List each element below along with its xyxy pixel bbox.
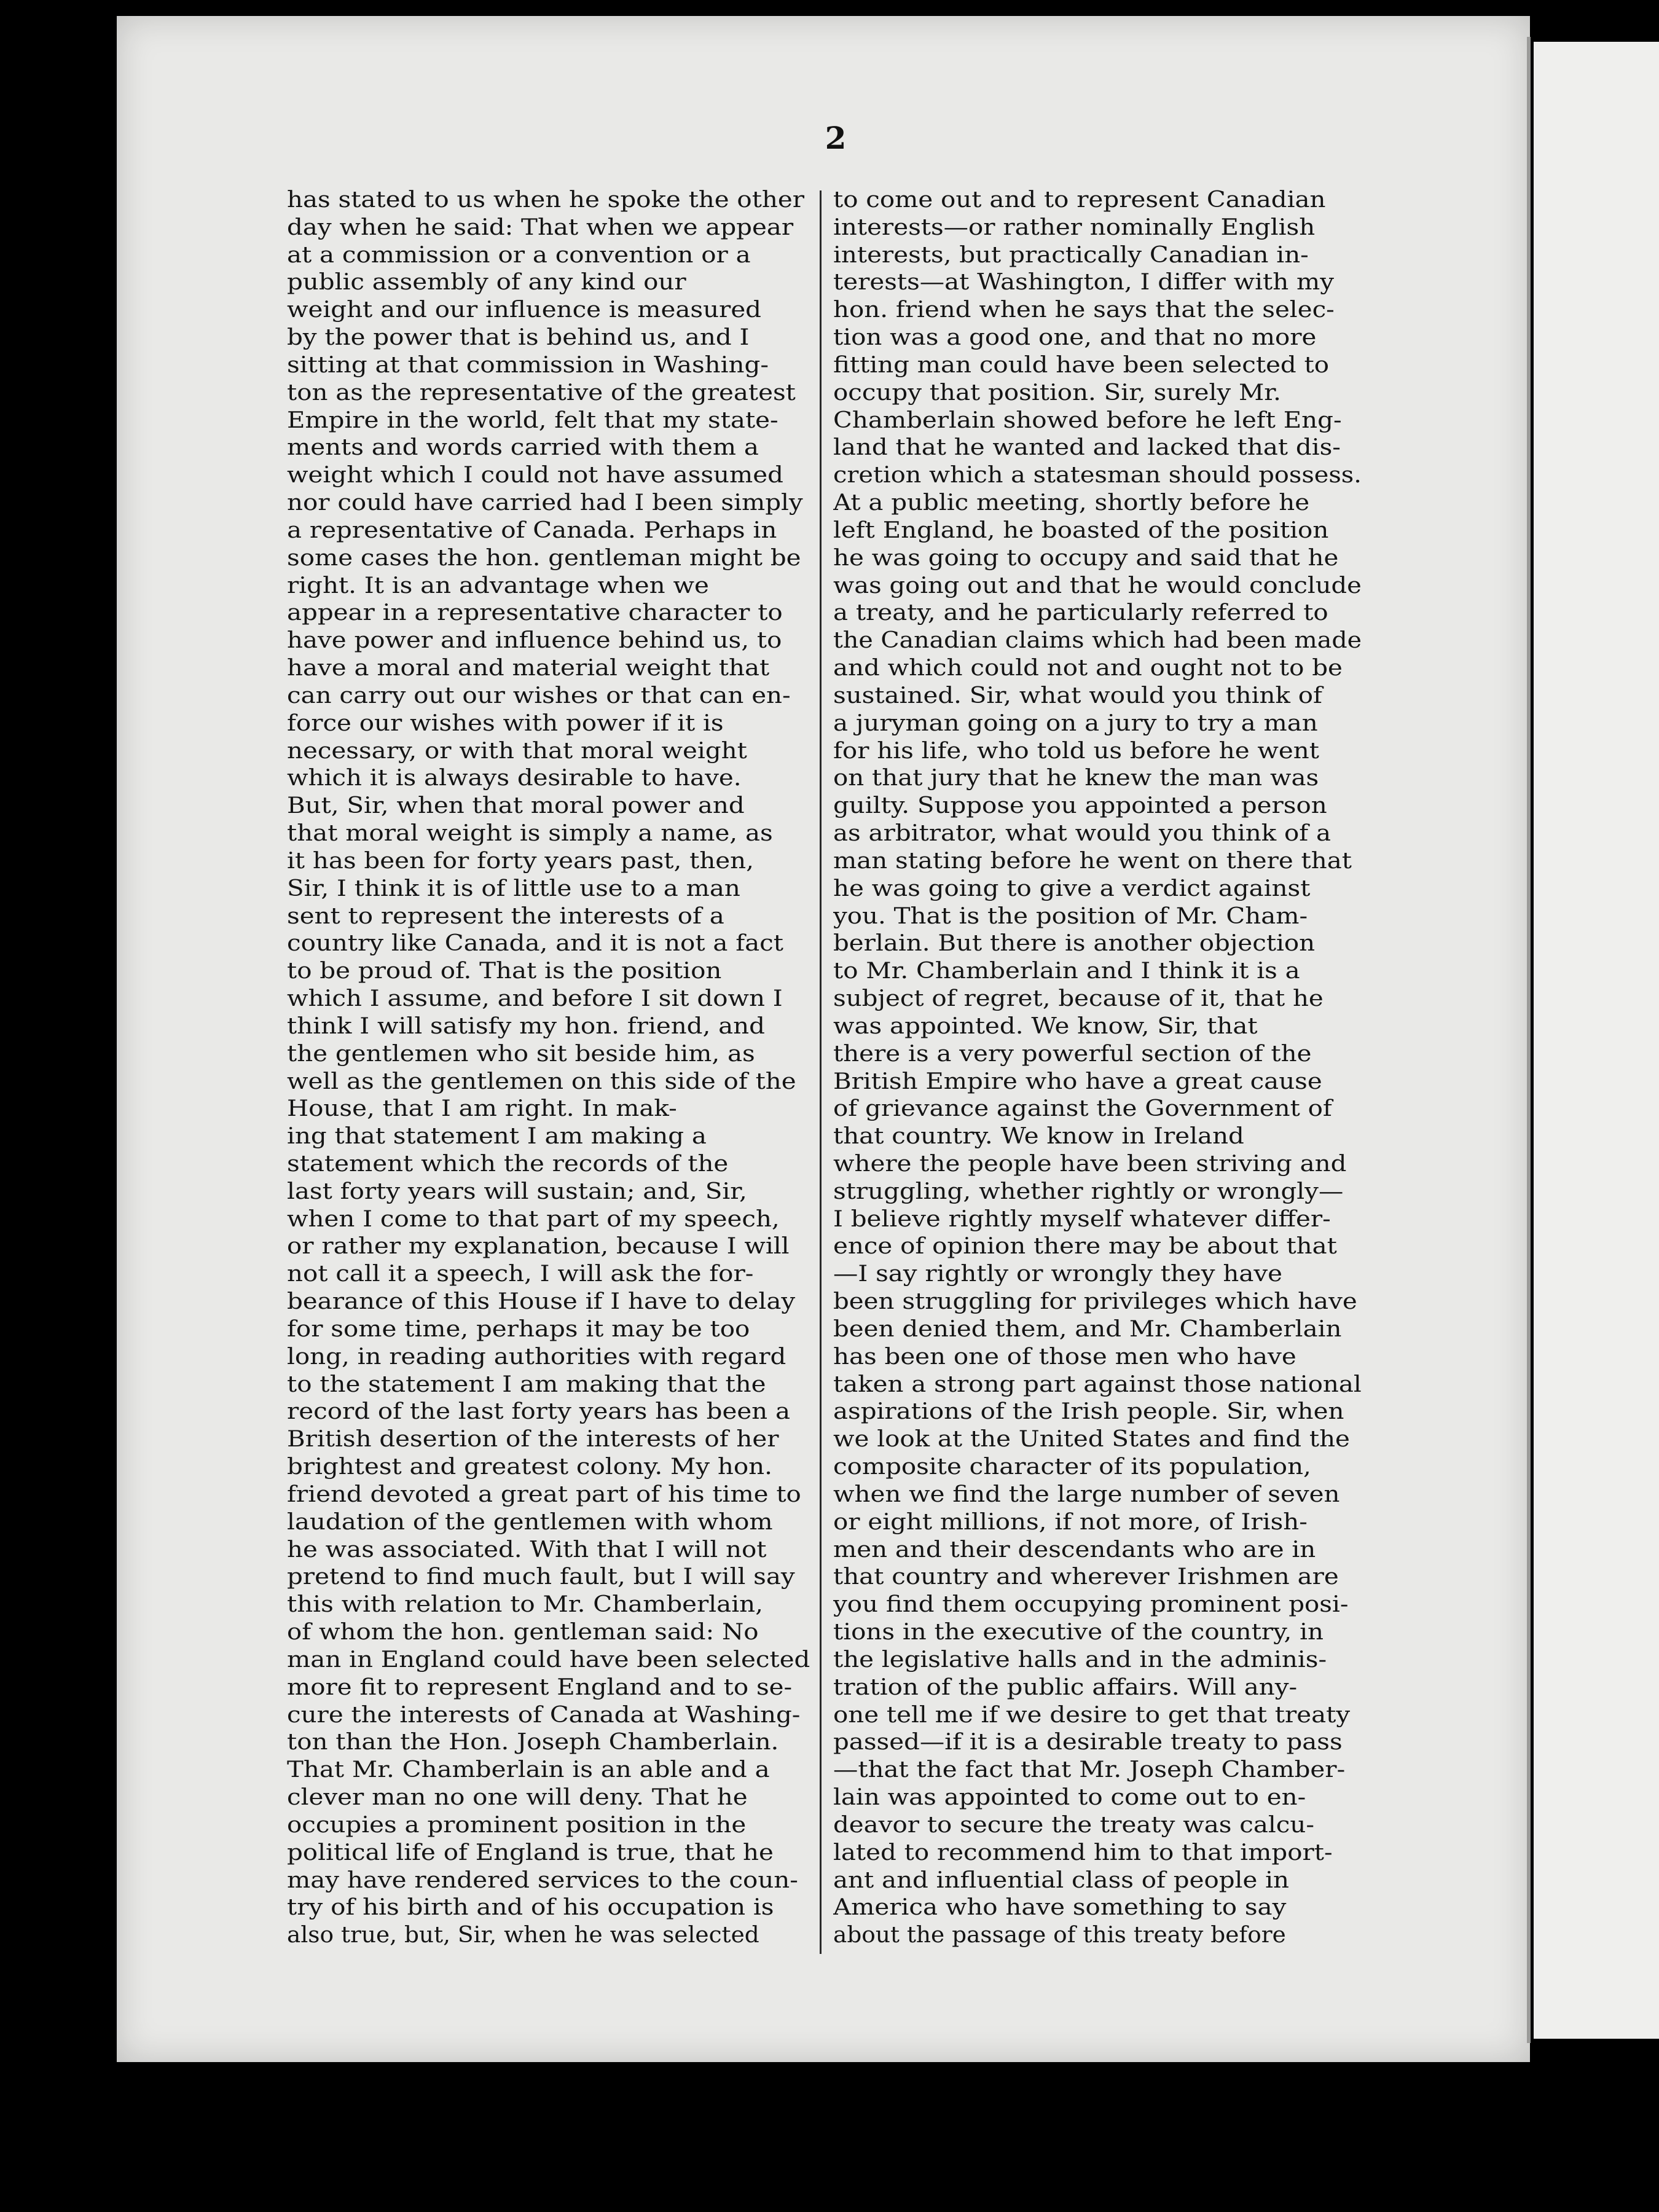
text-line: man stating before he went on there that xyxy=(833,848,1352,874)
text-line: —I say rightly or wrongly they have xyxy=(833,1261,1283,1287)
text-line: ton as the representative of the greatest xyxy=(287,380,796,406)
text-line: day when he said: That when we appear xyxy=(287,214,794,240)
text-line: you find them occupying prominent posi- xyxy=(833,1592,1349,1618)
text-line: ant and influential class of people in xyxy=(833,1867,1289,1893)
text-line: berlain. But there is another objection xyxy=(833,931,1316,957)
text-line: Chamberlain showed before he left Eng- xyxy=(833,407,1342,433)
text-line: lated to recommend him to that import- xyxy=(833,1840,1333,1865)
text-line: the Canadian claims which had been made xyxy=(833,628,1362,654)
text-line: weight which I could not have assumed xyxy=(287,463,783,488)
text-line: men and their descendants who are in xyxy=(833,1537,1316,1563)
text-line: taken a strong part against those national xyxy=(833,1371,1362,1397)
text-line: political life of England is true, that he xyxy=(287,1840,774,1865)
text-line: passed—if it is a desirable treaty to pass xyxy=(833,1730,1343,1755)
text-line: or eight millions, if not more, of Irish- xyxy=(833,1509,1308,1535)
text-line: a treaty, and he particularly referred to xyxy=(833,600,1328,626)
text-line: you. That is the position of Mr. Cham- xyxy=(833,903,1308,929)
text-line: one tell me if we desire to get that treaty xyxy=(833,1702,1351,1728)
text-column-right xyxy=(833,187,1362,1956)
text-line: that moral weight is simply a name, as xyxy=(287,821,773,847)
text-line: ton than the Hon. Joseph Chamberlain. xyxy=(287,1730,779,1755)
text-line: sent to represent the interests of a xyxy=(287,903,724,929)
text-line: interests—or rather nominally English xyxy=(833,214,1316,240)
text-line: aspirations of the Irish people. Sir, when xyxy=(833,1399,1344,1425)
text-line: been denied them, and Mr. Chamberlain xyxy=(833,1316,1342,1342)
text-line: cure the interests of Canada at Washing- xyxy=(287,1702,801,1728)
text-line: long, in reading authorities with regard xyxy=(287,1344,786,1370)
text-line: to Mr. Chamberlain and I think it is a xyxy=(833,959,1300,984)
text-line: the gentlemen who sit beside him, as xyxy=(287,1041,755,1067)
text-line: well as the gentlemen on this side of the xyxy=(287,1069,796,1094)
page-number: 2 xyxy=(825,120,847,156)
text-line: interests, but practically Canadian in- xyxy=(833,242,1309,268)
text-line: this with relation to Mr. Chamberlain, xyxy=(287,1592,763,1618)
text-line: America who have something to say xyxy=(833,1895,1287,1921)
text-line: some cases the hon. gentleman might be xyxy=(287,545,801,571)
page-fold-edge xyxy=(1527,37,1531,2043)
text-line: laudation of the gentlemen with whom xyxy=(287,1509,773,1535)
text-line: for his life, who told us before he went xyxy=(833,738,1319,764)
text-line: necessary, or with that moral weight xyxy=(287,738,747,764)
text-line: appear in a representative character to xyxy=(287,600,783,626)
text-line: a representative of Canada. Perhaps in xyxy=(287,517,777,543)
text-line: statement which the records of the xyxy=(287,1151,729,1177)
text-line: more fit to represent England and to se- xyxy=(287,1674,793,1700)
text-line: he was associated. With that I will not xyxy=(287,1537,767,1563)
text-line: struggling, whether rightly or wrongly— xyxy=(833,1179,1344,1204)
text-line: ing that statement I am making a xyxy=(287,1124,707,1150)
text-column-left xyxy=(287,187,815,1956)
text-line: it has been for forty years past, then, xyxy=(287,848,754,874)
text-line: has stated to us when he spoke the other xyxy=(287,187,804,213)
text-line: that country and wherever Irishmen are xyxy=(833,1564,1339,1590)
text-line: occupy that position. Sir, surely Mr. xyxy=(833,380,1281,406)
text-line: sitting at that commission in Washing- xyxy=(287,352,769,378)
text-line: pretend to find much fault, but I will say xyxy=(287,1564,795,1590)
text-line: to be proud of. That is the position xyxy=(287,959,722,984)
text-line: left England, he boasted of the position xyxy=(833,517,1329,543)
show-through-bleed xyxy=(203,68,1370,172)
text-line: cretion which a statesman should possess. xyxy=(833,463,1362,488)
text-line: ence of opinion there may be about that xyxy=(833,1234,1337,1260)
text-line: he was going to occupy and said that he xyxy=(833,545,1339,571)
text-line: of grievance against the Government of xyxy=(833,1096,1332,1122)
text-line: fitting man could have been selected to xyxy=(833,352,1330,378)
text-line: subject of regret, because of it, that he xyxy=(833,986,1324,1012)
text-line: also true, but, Sir, when he was selected xyxy=(287,1923,759,1948)
text-line: But, Sir, when that moral power and xyxy=(287,793,745,819)
text-line: Empire in the world, felt that my state- xyxy=(287,407,779,433)
text-line: there is a very powerful section of the xyxy=(833,1041,1312,1067)
text-line: clever man no one will deny. That he xyxy=(287,1785,748,1811)
text-line: right. It is an advantage when we xyxy=(287,573,709,598)
text-line: country like Canada, and it is not a fact xyxy=(287,931,783,957)
text-line: tions in the executive of the country, in xyxy=(833,1620,1324,1645)
text-line: the legislative halls and in the adminis- xyxy=(833,1647,1327,1673)
text-line: terests—at Washington, I differ with my xyxy=(833,270,1335,296)
text-line: when we find the large number of seven xyxy=(833,1481,1340,1507)
text-line: when I come to that part of my speech, xyxy=(287,1206,780,1232)
text-line: last forty years will sustain; and, Sir, xyxy=(287,1179,747,1204)
text-line: tration of the public affairs. Will any- xyxy=(833,1674,1298,1700)
text-line: That Mr. Chamberlain is an able and a xyxy=(287,1757,770,1783)
text-line: that country. We know in Ireland xyxy=(833,1124,1244,1150)
text-line: hon. friend when he says that the selec- xyxy=(833,297,1335,323)
text-line: nor could have carried had I been simply xyxy=(287,490,803,516)
text-line: land that he wanted and lacked that dis- xyxy=(833,435,1341,461)
text-line: we look at the United States and find the xyxy=(833,1427,1350,1453)
text-line: to come out and to represent Canadian xyxy=(833,187,1326,213)
text-line: At a public meeting, shortly before he xyxy=(833,490,1310,516)
text-line: he was going to give a verdict against xyxy=(833,876,1311,901)
text-line: ments and words carried with them a xyxy=(287,435,759,461)
text-line: may have rendered services to the coun- xyxy=(287,1867,798,1893)
text-line: force our wishes with power if it is xyxy=(287,710,724,736)
text-line: British Empire who have a great cause xyxy=(833,1069,1322,1094)
text-line: man in England could have been selected xyxy=(287,1647,810,1673)
text-line: to the statement I am making that the xyxy=(287,1371,766,1397)
text-line: which I assume, and before I sit down I xyxy=(287,986,783,1012)
text-line: was appointed. We know, Sir, that xyxy=(833,1013,1258,1039)
adjacent-page-strip xyxy=(1534,42,1659,2039)
text-line: of whom the hon. gentleman said: No xyxy=(287,1620,759,1645)
text-line: has been one of those men who have xyxy=(833,1344,1296,1370)
text-line: was going out and that he would conclude xyxy=(833,573,1362,598)
text-line: have power and influence behind us, to xyxy=(287,628,782,654)
text-line: a juryman going on a jury to try a man xyxy=(833,710,1318,736)
text-line: for some time, perhaps it may be too xyxy=(287,1316,750,1342)
text-line: as arbitrator, what would you think of a xyxy=(833,821,1332,847)
text-line: have a moral and material weight that xyxy=(287,656,770,681)
text-line: Sir, I think it is of little use to a man xyxy=(287,876,740,901)
text-line: —that the fact that Mr. Joseph Chamber- xyxy=(833,1757,1346,1783)
text-line: not call it a speech, I will ask the for- xyxy=(287,1261,754,1287)
text-line: sustained. Sir, what would you think of xyxy=(833,683,1322,708)
text-line: think I will satisfy my hon. friend, and xyxy=(287,1013,765,1039)
text-line: can carry out our wishes or that can en- xyxy=(287,683,791,708)
text-line: by the power that is behind us, and I xyxy=(287,325,750,351)
text-line: House, that I am right. In mak- xyxy=(287,1096,677,1122)
text-line: brightest and greatest colony. My hon. xyxy=(287,1454,772,1480)
text-line: been struggling for privileges which have xyxy=(833,1289,1357,1315)
text-line: public assembly of any kind our xyxy=(287,270,686,296)
text-line: friend devoted a great part of his time to xyxy=(287,1481,801,1507)
text-line: record of the last forty years has been a xyxy=(287,1399,790,1425)
column-divider xyxy=(820,190,822,1954)
text-line: about the passage of this treaty before xyxy=(833,1923,1286,1948)
text-line: deavor to secure the treaty was calcu- xyxy=(833,1812,1314,1838)
text-line: bearance of this House if I have to delay xyxy=(287,1289,796,1315)
text-line: at a commission or a convention or a xyxy=(287,242,751,268)
text-line: guilty. Suppose you appointed a person xyxy=(833,793,1327,819)
text-line: occupies a prominent position in the xyxy=(287,1812,747,1838)
text-line: where the people have been striving and xyxy=(833,1151,1347,1177)
text-line: British desertion of the interests of her xyxy=(287,1427,779,1453)
text-line: and which could not and ought not to be xyxy=(833,656,1343,681)
text-line: composite character of its population, xyxy=(833,1454,1311,1480)
text-line: on that jury that he knew the man was xyxy=(833,766,1319,791)
text-line: or rather my explanation, because I will xyxy=(287,1234,790,1260)
text-line: I believe rightly myself whatever differ- xyxy=(833,1206,1331,1232)
text-line: lain was appointed to come out to en- xyxy=(833,1785,1306,1811)
text-line: try of his birth and of his occupation is xyxy=(287,1895,774,1921)
text-line: which it is always desirable to have. xyxy=(287,766,742,791)
text-line: weight and our influence is measured xyxy=(287,297,761,323)
text-line: tion was a good one, and that no more xyxy=(833,325,1317,351)
